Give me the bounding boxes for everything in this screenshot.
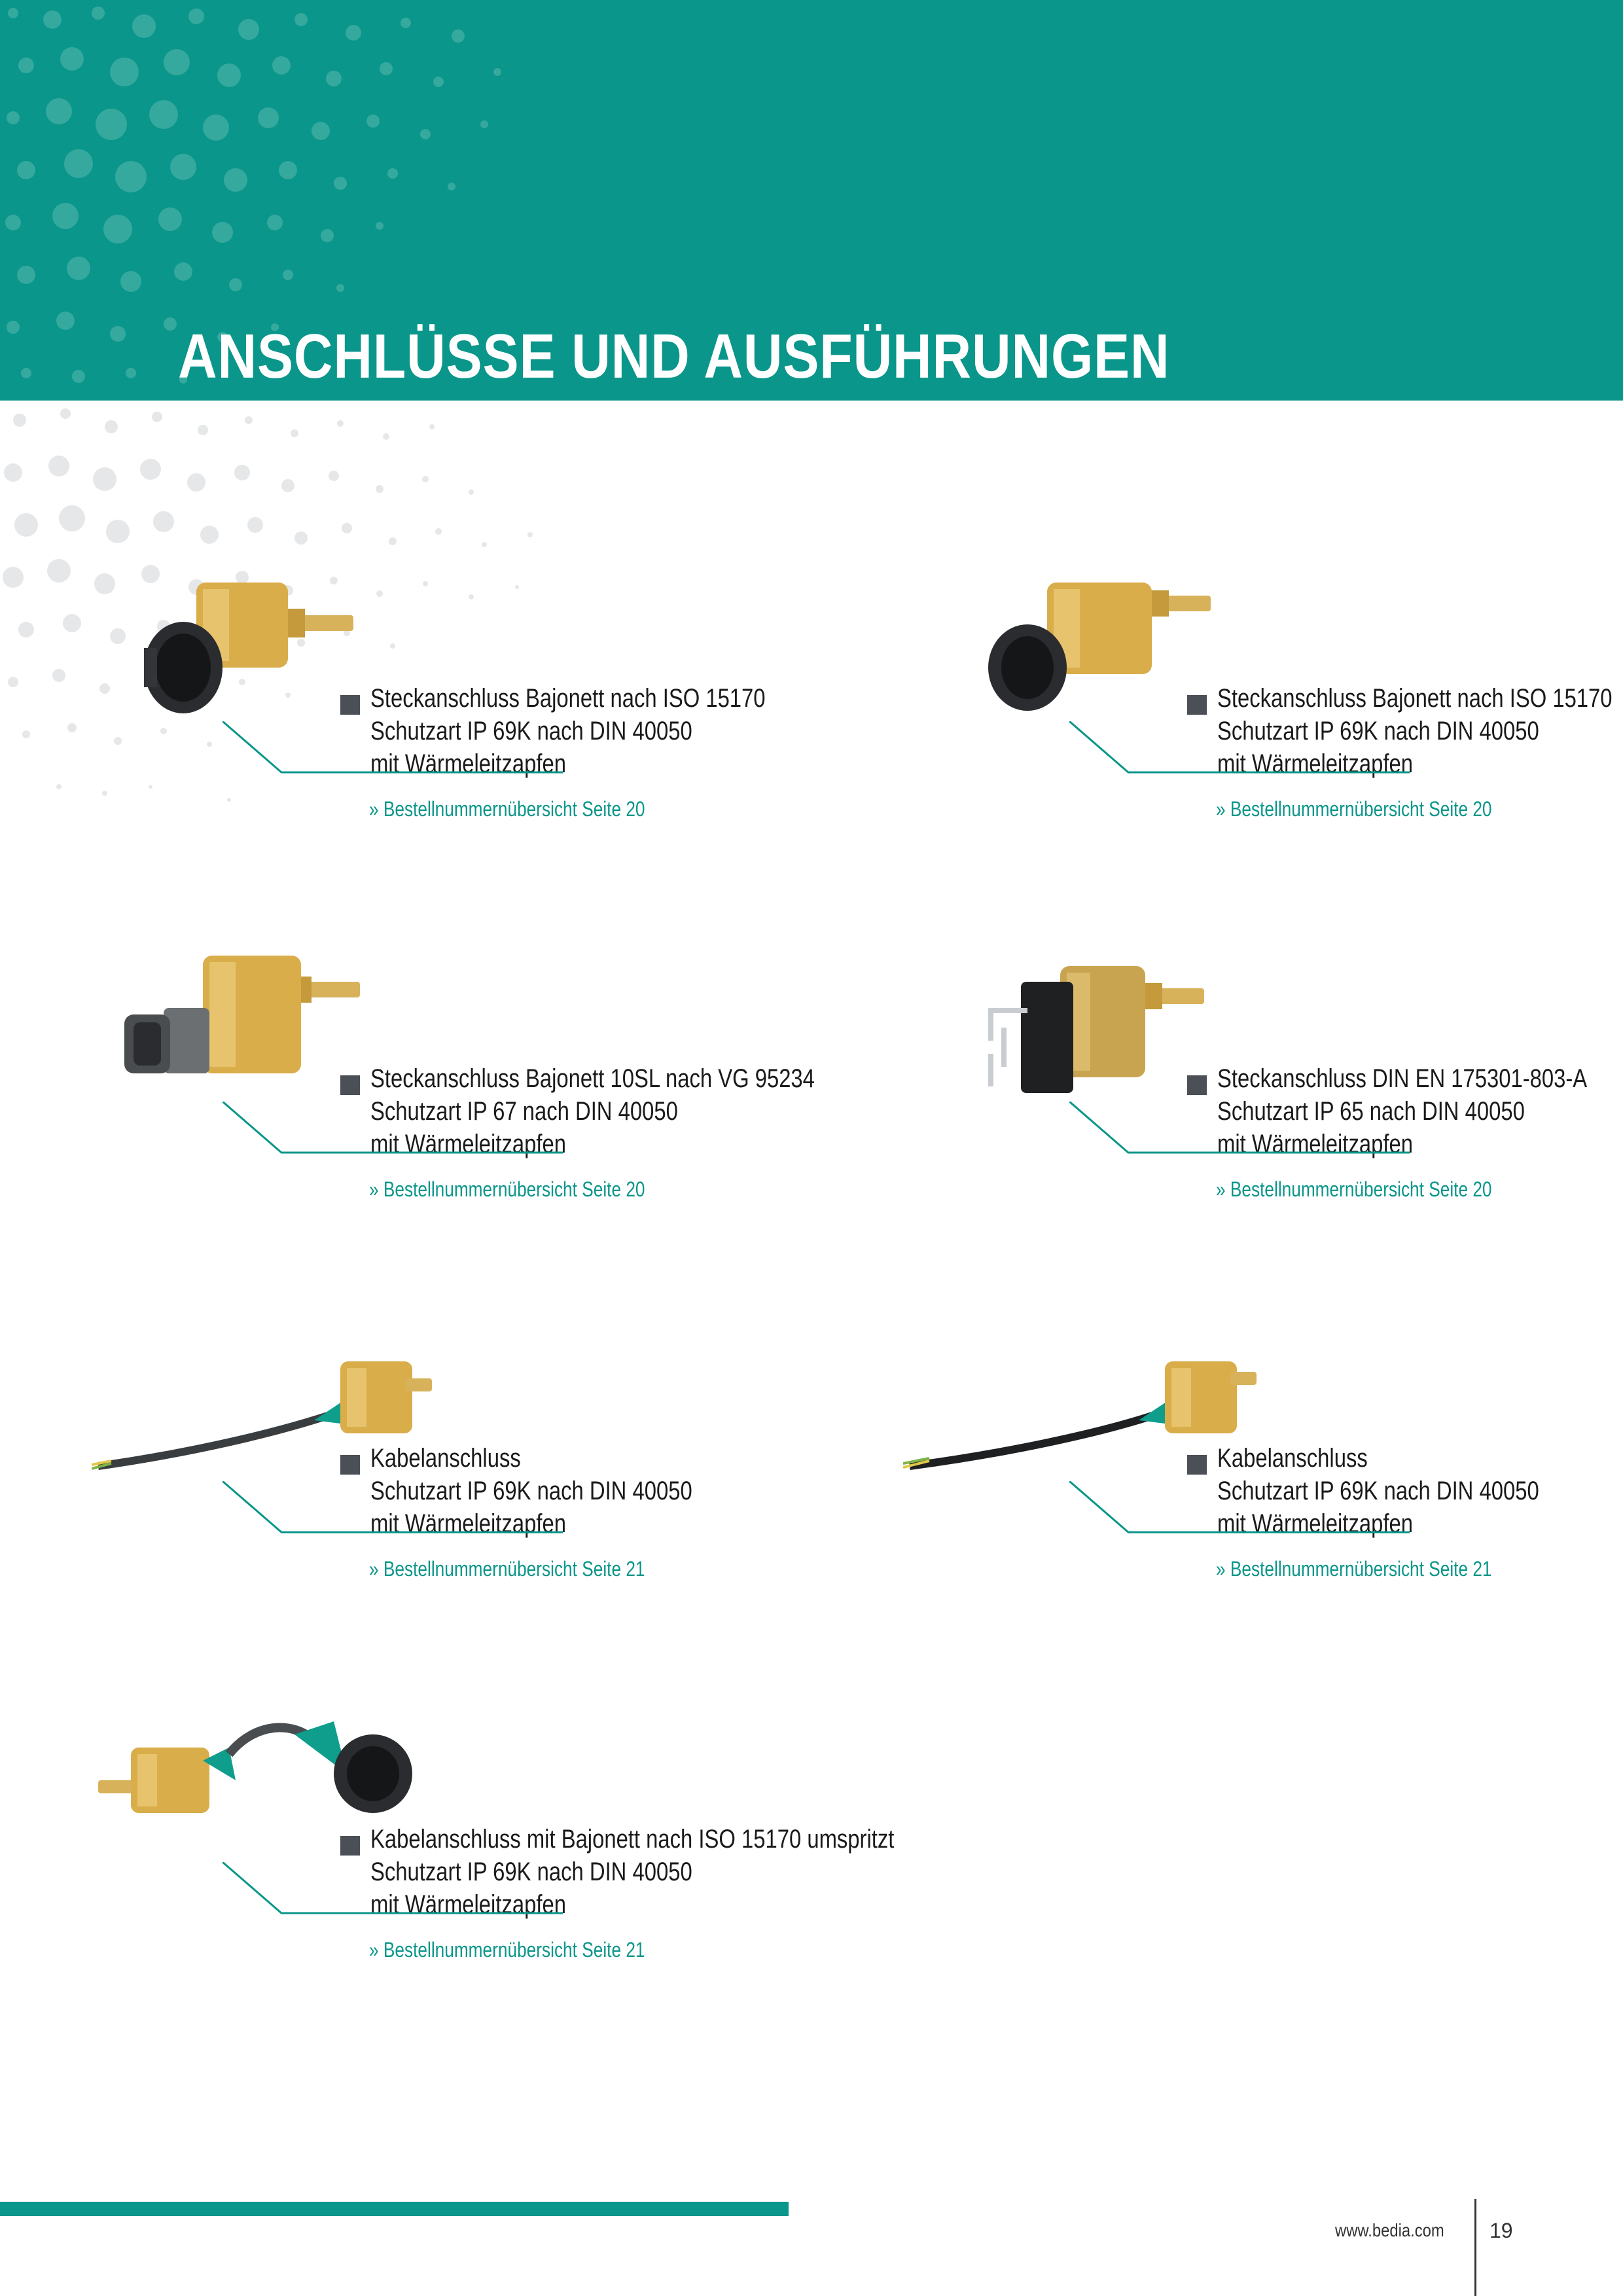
sensor-din-plug-photo: [962, 956, 1224, 1113]
callout-line: [1069, 1102, 1410, 1154]
product-description: Steckanschluss DIN EN 175301-803-A Schutzart IP 65 nach DIN 40050 mit Wärmeleitzapfen: [1217, 1064, 1588, 1158]
bullet-icon: [340, 695, 360, 715]
product-description: Kabelanschluss Schutzart IP 69K nach DIN 40050 mit Wärmeleitzapfen: [1217, 1444, 1539, 1538]
order-number-link[interactable]: » Bestellnummernübersicht Seite 20: [1216, 797, 1492, 821]
bullet-icon: [1187, 1455, 1207, 1475]
callout-line: [1069, 1481, 1410, 1534]
callout-line: [1069, 721, 1410, 774]
bullet-icon: [340, 1455, 360, 1475]
order-number-link[interactable]: » Bestellnummernübersicht Seite 21: [1216, 1557, 1492, 1581]
order-number-link[interactable]: » Bestellnummernübersicht Seite 21: [369, 1557, 645, 1581]
order-number-link[interactable]: » Bestellnummernübersicht Seite 21: [369, 1938, 645, 1962]
bullet-icon: [1187, 695, 1207, 715]
product-description: Steckanschluss Bajonett nach ISO 15170 Schutzart IP 69K nach DIN 40050 mit Wärmeleitzapfen: [370, 684, 766, 778]
page-number: 19: [1489, 2219, 1513, 2242]
callout-line: [223, 721, 563, 774]
order-number-link[interactable]: » Bestellnummernübersicht Seite 20: [369, 797, 645, 821]
product-description: Steckanschluss Bajonett nach ISO 15170 Schutzart IP 69K nach DIN 40050 mit Wärmeleitzapfen: [1217, 684, 1613, 778]
header-band: [0, 0, 1623, 401]
footer-accent-bar: [0, 2202, 789, 2216]
order-number-link[interactable]: » Bestellnummernübersicht Seite 20: [369, 1177, 645, 1201]
footer-divider: [1474, 2199, 1476, 2296]
product-description: Steckanschluss Bajonett 10SL nach VG 95234 Schutzart IP 67 nach DIN 40050 mit Wärmeleitzapfen: [370, 1064, 815, 1158]
product-description: Kabelanschluss Schutzart IP 69K nach DIN 40050 mit Wärmeleitzapfen: [370, 1444, 692, 1538]
page-title: ANSCHLÜSSE UND AUSFÜHRUNGEN: [178, 321, 1170, 391]
sensor-cable-bayonet-photo: [98, 1708, 419, 1826]
callout-line: [223, 1102, 563, 1154]
callout-line: [223, 1481, 563, 1534]
bullet-icon: [1187, 1075, 1207, 1095]
product-description: Kabelanschluss mit Bajonett nach ISO 15170 umspritzt Schutzart IP 69K nach DIN 40050 mit Wärmeleitzapfen: [370, 1825, 895, 1919]
bullet-icon: [340, 1836, 360, 1856]
bullet-icon: [340, 1075, 360, 1095]
callout-line: [223, 1862, 563, 1914]
footer-url[interactable]: www.bedia.com: [1335, 2220, 1444, 2240]
order-number-link[interactable]: » Bestellnummernübersicht Seite 20: [1216, 1177, 1492, 1201]
